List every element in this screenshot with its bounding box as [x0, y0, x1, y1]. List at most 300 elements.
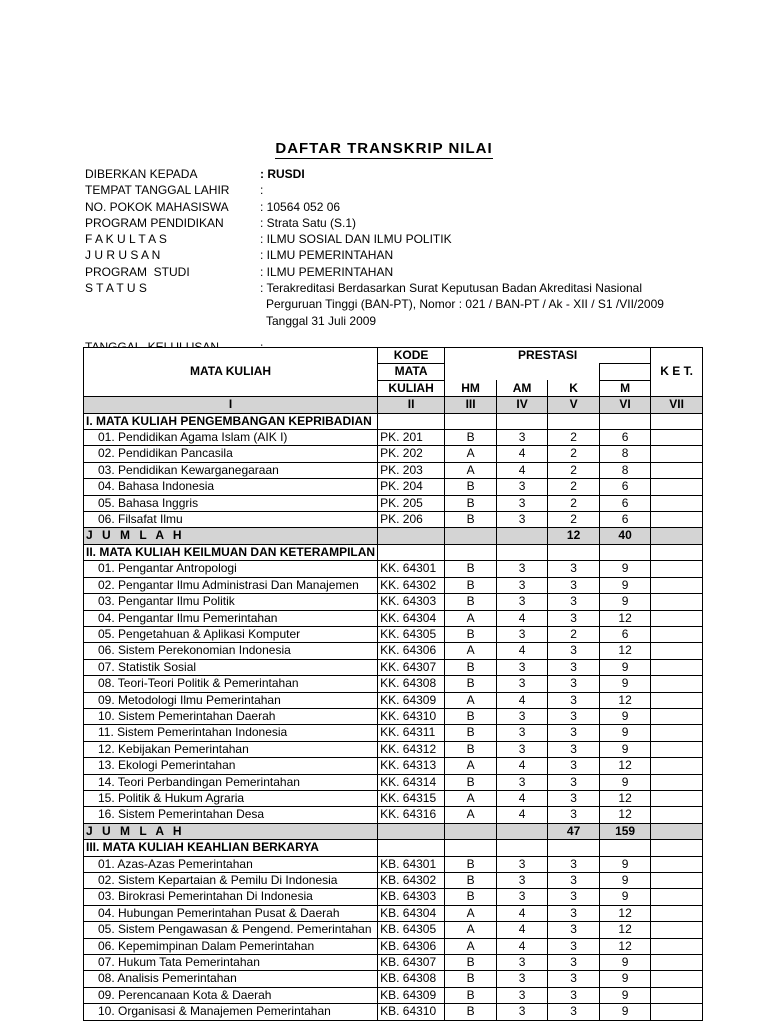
- course-code: KK. 64308: [378, 676, 445, 692]
- course-code: KK. 64315: [378, 790, 445, 806]
- empty-cell: [651, 840, 703, 856]
- grade-am: 3: [497, 626, 548, 642]
- section-header: [84, 840, 703, 856]
- table-row: [84, 446, 703, 462]
- grade-hm: B: [445, 725, 497, 741]
- course-code: PK. 203: [378, 462, 445, 478]
- grade-hm: B: [445, 561, 497, 577]
- table-row: [84, 807, 703, 823]
- grade-hm: B: [445, 626, 497, 642]
- course-name: 03. Pendidikan Kewarganegaraan: [84, 462, 378, 478]
- remark-cell: [651, 856, 703, 872]
- table-row: [84, 479, 703, 495]
- table-row: [84, 922, 703, 938]
- jumlah-row: [84, 528, 703, 544]
- header-am: AM: [497, 380, 548, 396]
- column-number: VI: [600, 397, 651, 413]
- remark-cell: [651, 692, 703, 708]
- info-label: PROGRAM PENDIDIKAN: [85, 215, 224, 230]
- remark-cell: [651, 955, 703, 971]
- credit-k: 3: [548, 856, 600, 872]
- empty-cell: [497, 840, 548, 856]
- course-code: KB. 64308: [378, 971, 445, 987]
- score-m: 12: [600, 807, 651, 823]
- table-row: [84, 659, 703, 675]
- table-row: [84, 462, 703, 478]
- course-name: 10. Organisasi & Manajemen Pemerintahan: [84, 1004, 378, 1020]
- section-header: [84, 544, 703, 560]
- grade-am: 4: [497, 807, 548, 823]
- remark-cell: [651, 1004, 703, 1020]
- course-name: 09. Metodologi Ilmu Pemerintahan: [84, 692, 378, 708]
- score-m: 9: [600, 741, 651, 757]
- empty-cell: [445, 840, 497, 856]
- course-name: 11. Sistem Pemerintahan Indonesia: [84, 725, 378, 741]
- grade-hm: B: [445, 774, 497, 790]
- table-row: [84, 774, 703, 790]
- grade-hm: B: [445, 971, 497, 987]
- table-row: [84, 430, 703, 446]
- course-name: 06. Sistem Perekonomian Indonesia: [84, 643, 378, 659]
- score-m: 9: [600, 873, 651, 889]
- course-code: PK. 206: [378, 512, 445, 528]
- grade-hm: A: [445, 807, 497, 823]
- empty-cell: [651, 528, 703, 544]
- table-row: [84, 790, 703, 806]
- grade-am: 3: [497, 971, 548, 987]
- grade-hm: B: [445, 741, 497, 757]
- grade-hm: A: [445, 610, 497, 626]
- info-value: : ILMU SOSIAL DAN ILMU POLITIK: [260, 232, 452, 247]
- score-m: 9: [600, 561, 651, 577]
- info-row: [85, 231, 705, 247]
- course-code: KB. 64310: [378, 1004, 445, 1020]
- info-value: :: [260, 339, 264, 354]
- info-value: :: [260, 183, 264, 198]
- grade-hm: B: [445, 594, 497, 610]
- score-m: 9: [600, 971, 651, 987]
- grade-hm: B: [445, 955, 497, 971]
- course-code: KB. 64307: [378, 955, 445, 971]
- course-code: KK. 64309: [378, 692, 445, 708]
- header-ket: K E T.: [651, 348, 703, 397]
- credit-k: 3: [548, 577, 600, 593]
- header-kode-2: MATA: [378, 364, 445, 380]
- credit-k: 2: [548, 512, 600, 528]
- status-continuation: Perguruan Tinggi (BAN-PT), Nomor : 021 / BAN-PT / Ak - XII / S1 /VII/2009: [266, 297, 664, 312]
- table-row: [84, 971, 703, 987]
- table-row: [84, 889, 703, 905]
- course-code: KK. 64311: [378, 725, 445, 741]
- header-kode-1: KODE: [378, 348, 445, 364]
- jumlah-row: [84, 823, 703, 839]
- header-k: K: [548, 380, 600, 396]
- header-m: M: [600, 380, 651, 396]
- score-m: 9: [600, 1004, 651, 1020]
- course-name: 03. Pengantar Ilmu Politik: [84, 594, 378, 610]
- remark-cell: [651, 577, 703, 593]
- course-code: KK. 64305: [378, 626, 445, 642]
- course-name: 02. Sistem Kepartaian & Pemilu Di Indonesia: [84, 873, 378, 889]
- info-value: : ILMU PEMERINTAHAN: [260, 248, 394, 263]
- score-m: 12: [600, 790, 651, 806]
- remark-cell: [651, 512, 703, 528]
- course-name: 09. Perencanaan Kota & Daerah: [84, 987, 378, 1003]
- course-name: 06. Filsafat Ilmu: [84, 512, 378, 528]
- credit-k: 3: [548, 594, 600, 610]
- empty-cell: [497, 528, 548, 544]
- credit-k: 3: [548, 938, 600, 954]
- credit-k: 3: [548, 643, 600, 659]
- course-name: 03. Birokrasi Pemerintahan Di Indonesia: [84, 889, 378, 905]
- score-m: 9: [600, 594, 651, 610]
- grade-hm: A: [445, 462, 497, 478]
- grade-hm: B: [445, 430, 497, 446]
- info-row: [85, 264, 705, 280]
- grade-am: 4: [497, 692, 548, 708]
- score-m: 12: [600, 610, 651, 626]
- course-name: 05. Bahasa Inggris: [84, 495, 378, 511]
- course-code: KB. 64303: [378, 889, 445, 905]
- grade-am: 3: [497, 495, 548, 511]
- table-row: [84, 692, 703, 708]
- empty-cell: [497, 544, 548, 560]
- table-row: [84, 708, 703, 724]
- score-m: 6: [600, 512, 651, 528]
- course-name: 04. Hubungan Pemerintahan Pusat & Daerah: [84, 905, 378, 921]
- credit-k: 2: [548, 446, 600, 462]
- transcript-table: [83, 347, 703, 1021]
- score-m: 6: [600, 430, 651, 446]
- column-number: VII: [651, 397, 703, 413]
- course-code: PK. 204: [378, 479, 445, 495]
- table-row: [84, 938, 703, 954]
- remark-cell: [651, 987, 703, 1003]
- table-row: [84, 955, 703, 971]
- info-label: DIBERKAN KEPADA: [85, 167, 198, 181]
- course-code: KK. 64312: [378, 741, 445, 757]
- header-hm: HM: [445, 380, 497, 396]
- empty-cell: [548, 413, 600, 429]
- remark-cell: [651, 873, 703, 889]
- grade-am: 3: [497, 594, 548, 610]
- grade-am: 4: [497, 446, 548, 462]
- course-code: KK. 64302: [378, 577, 445, 593]
- score-m: 9: [600, 676, 651, 692]
- info-row: [85, 199, 705, 215]
- score-m: 9: [600, 577, 651, 593]
- remark-cell: [651, 495, 703, 511]
- credit-k: 2: [548, 626, 600, 642]
- credit-k: 3: [548, 610, 600, 626]
- grade-am: 3: [497, 725, 548, 741]
- table-row: [84, 626, 703, 642]
- score-m: 9: [600, 774, 651, 790]
- credit-k: 2: [548, 495, 600, 511]
- grade-am: 4: [497, 790, 548, 806]
- credit-k: 3: [548, 1004, 600, 1020]
- grade-am: 3: [497, 774, 548, 790]
- section-title: III. MATA KULIAH KEAHLIAN BERKARYA: [84, 840, 378, 856]
- course-code: KB. 64305: [378, 922, 445, 938]
- course-name: 05. Pengetahuan & Aplikasi Komputer: [84, 626, 378, 642]
- student-info: [85, 166, 705, 355]
- column-number: V: [548, 397, 600, 413]
- section-header: [84, 413, 703, 429]
- empty-cell: [378, 413, 445, 429]
- course-name: 01. Pengantar Antropologi: [84, 561, 378, 577]
- table-row: [84, 725, 703, 741]
- course-name: 15. Politik & Hukum Agraria: [84, 790, 378, 806]
- remark-cell: [651, 446, 703, 462]
- course-code: KK. 64313: [378, 758, 445, 774]
- empty-cell: [445, 413, 497, 429]
- grade-hm: B: [445, 873, 497, 889]
- course-name: 07. Hukum Tata Pemerintahan: [84, 955, 378, 971]
- grade-hm: B: [445, 987, 497, 1003]
- credit-k: 3: [548, 692, 600, 708]
- course-name: 08. Teori-Teori Politik & Pemerintahan: [84, 676, 378, 692]
- grade-hm: B: [445, 708, 497, 724]
- remark-cell: [651, 462, 703, 478]
- credit-k: 3: [548, 659, 600, 675]
- score-m: 8: [600, 446, 651, 462]
- empty-cell: [651, 544, 703, 560]
- course-code: KK. 64310: [378, 708, 445, 724]
- credit-k: 3: [548, 561, 600, 577]
- remark-cell: [651, 610, 703, 626]
- jumlah-label: J U M L A H: [84, 528, 378, 544]
- empty-cell: [378, 528, 445, 544]
- credit-k: 3: [548, 807, 600, 823]
- info-label: S T A T U S: [85, 281, 147, 296]
- course-name: 05. Sistem Pengawasan & Pengend. Pemerintahan: [84, 922, 378, 938]
- table-row: [84, 987, 703, 1003]
- info-label: PROGRAM STUDI: [85, 264, 190, 279]
- grade-am: 3: [497, 577, 548, 593]
- remark-cell: [651, 807, 703, 823]
- grade-hm: B: [445, 495, 497, 511]
- table-row: [84, 758, 703, 774]
- remark-cell: [651, 708, 703, 724]
- remark-cell: [651, 594, 703, 610]
- jumlah-m: 159: [600, 823, 651, 839]
- course-name: 04. Pengantar Ilmu Pemerintahan: [84, 610, 378, 626]
- info-row: [85, 215, 705, 231]
- course-name: 16. Sistem Pemerintahan Desa: [84, 807, 378, 823]
- empty-cell: [600, 840, 651, 856]
- empty-cell: [600, 413, 651, 429]
- empty-cell: [445, 528, 497, 544]
- credit-k: 3: [548, 758, 600, 774]
- info-label: F A K U L T A S: [85, 232, 167, 247]
- course-code: KK. 64307: [378, 659, 445, 675]
- info-value: : Strata Satu (S.1): [260, 215, 357, 230]
- section-title: I. MATA KULIAH PENGEMBANGAN KEPRIBADIAN: [84, 413, 378, 429]
- jumlah-m: 40: [600, 528, 651, 544]
- credit-k: 3: [548, 955, 600, 971]
- grade-hm: B: [445, 479, 497, 495]
- column-number: II: [378, 397, 445, 413]
- table-row: [84, 594, 703, 610]
- course-name: 06. Kepemimpinan Dalam Pemerintahan: [84, 938, 378, 954]
- score-m: 12: [600, 643, 651, 659]
- grade-hm: A: [445, 692, 497, 708]
- credit-k: 3: [548, 790, 600, 806]
- credit-k: 3: [548, 971, 600, 987]
- course-name: 01. Pendidikan Agama Islam (AIK I): [84, 430, 378, 446]
- table-row: [84, 512, 703, 528]
- info-value: : 10564 052 06: [260, 199, 341, 214]
- remark-cell: [651, 889, 703, 905]
- score-m: 9: [600, 955, 651, 971]
- info-label: TEMPAT TANGGAL LAHIR: [85, 183, 230, 198]
- grade-am: 3: [497, 659, 548, 675]
- grade-hm: A: [445, 446, 497, 462]
- empty-cell: [548, 840, 600, 856]
- course-code: PK. 202: [378, 446, 445, 462]
- empty-cell: [651, 413, 703, 429]
- course-name: 04. Bahasa Indonesia: [84, 479, 378, 495]
- empty-cell: [378, 840, 445, 856]
- credit-k: 3: [548, 741, 600, 757]
- grade-am: 3: [497, 856, 548, 872]
- grade-am: 4: [497, 905, 548, 921]
- empty-cell: [445, 823, 497, 839]
- info-row: [85, 166, 705, 182]
- remark-cell: [651, 758, 703, 774]
- grade-hm: B: [445, 889, 497, 905]
- table-row: [84, 741, 703, 757]
- course-code: KK. 64303: [378, 594, 445, 610]
- table-row: [84, 856, 703, 872]
- course-name: 13. Ekologi Pemerintahan: [84, 758, 378, 774]
- table-row: [84, 1004, 703, 1020]
- grade-am: 4: [497, 462, 548, 478]
- grade-am: 3: [497, 889, 548, 905]
- grade-am: 4: [497, 938, 548, 954]
- info-label: TANGGAL KELULUSAN: [85, 339, 220, 354]
- header-prestasi: PRESTASI: [445, 348, 651, 364]
- remark-cell: [651, 938, 703, 954]
- course-code: KB. 64309: [378, 987, 445, 1003]
- credit-k: 3: [548, 873, 600, 889]
- table-row: [84, 495, 703, 511]
- grade-hm: A: [445, 758, 497, 774]
- remark-cell: [651, 922, 703, 938]
- header-mata-kuliah: MATA KULIAH: [84, 348, 378, 397]
- grade-am: 3: [497, 676, 548, 692]
- course-code: PK. 205: [378, 495, 445, 511]
- score-m: 9: [600, 987, 651, 1003]
- grade-am: 4: [497, 922, 548, 938]
- course-code: KK. 64304: [378, 610, 445, 626]
- column-number-row: [84, 397, 703, 413]
- grade-am: 3: [497, 561, 548, 577]
- table-row: [84, 905, 703, 921]
- empty-cell: [497, 823, 548, 839]
- score-m: 9: [600, 659, 651, 675]
- credit-k: 3: [548, 725, 600, 741]
- empty-cell: [651, 823, 703, 839]
- info-label: NO. POKOK MAHASISWA: [85, 199, 229, 214]
- jumlah-label: J U M L A H: [84, 823, 378, 839]
- score-m: 12: [600, 692, 651, 708]
- grade-am: 3: [497, 987, 548, 1003]
- grade-hm: A: [445, 905, 497, 921]
- course-code: KK. 64314: [378, 774, 445, 790]
- grade-am: 3: [497, 512, 548, 528]
- course-name: 10. Sistem Pemerintahan Daerah: [84, 708, 378, 724]
- remark-cell: [651, 430, 703, 446]
- credit-k: 3: [548, 905, 600, 921]
- course-name: 02. Pengantar Ilmu Administrasi Dan Manajemen: [84, 577, 378, 593]
- score-m: 9: [600, 856, 651, 872]
- section-title: II. MATA KULIAH KEILMUAN DAN KETERAMPILAN: [84, 544, 378, 560]
- grade-am: 3: [497, 955, 548, 971]
- empty-cell: [378, 544, 445, 560]
- remark-cell: [651, 774, 703, 790]
- grade-hm: B: [445, 856, 497, 872]
- info-value: : RUSDI: [260, 167, 305, 181]
- grade-hm: B: [445, 1004, 497, 1020]
- table-row: [84, 873, 703, 889]
- status-continuation: Tanggal 31 Juli 2009: [266, 313, 377, 328]
- course-name: 14. Teori Perbandingan Pemerintahan: [84, 774, 378, 790]
- jumlah-k: 47: [548, 823, 600, 839]
- info-value: : ILMU PEMERINTAHAN: [260, 264, 394, 279]
- empty-cell: [445, 544, 497, 560]
- info-row: [85, 182, 705, 198]
- grade-hm: B: [445, 676, 497, 692]
- credit-k: 3: [548, 987, 600, 1003]
- column-number: I: [84, 397, 378, 413]
- course-name: 07. Statistik Sosial: [84, 659, 378, 675]
- credit-k: 3: [548, 889, 600, 905]
- empty-cell: [497, 413, 548, 429]
- column-number: III: [445, 397, 497, 413]
- score-m: 9: [600, 889, 651, 905]
- score-m: 6: [600, 495, 651, 511]
- course-code: KK. 64316: [378, 807, 445, 823]
- empty-cell: [378, 823, 445, 839]
- page-title: DAFTAR TRANSKRIP NILAI: [275, 140, 493, 157]
- course-code: KK. 64301: [378, 561, 445, 577]
- info-row: [85, 280, 705, 296]
- score-m: 12: [600, 922, 651, 938]
- course-code: KB. 64306: [378, 938, 445, 954]
- empty-cell: [600, 544, 651, 560]
- remark-cell: [651, 659, 703, 675]
- grade-hm: A: [445, 643, 497, 659]
- score-m: 6: [600, 626, 651, 642]
- course-code: KK. 64306: [378, 643, 445, 659]
- table-row: [84, 610, 703, 626]
- grade-hm: A: [445, 790, 497, 806]
- info-row: [85, 247, 705, 263]
- credit-k: 3: [548, 922, 600, 938]
- grade-hm: A: [445, 938, 497, 954]
- score-m: 12: [600, 905, 651, 921]
- course-name: 08. Analisis Pemerintahan: [84, 971, 378, 987]
- grade-am: 3: [497, 430, 548, 446]
- course-name: 12. Kebijakan Pemerintahan: [84, 741, 378, 757]
- empty-cell: [548, 544, 600, 560]
- grade-am: 4: [497, 758, 548, 774]
- table-row: [84, 643, 703, 659]
- remark-cell: [651, 790, 703, 806]
- remark-cell: [651, 741, 703, 757]
